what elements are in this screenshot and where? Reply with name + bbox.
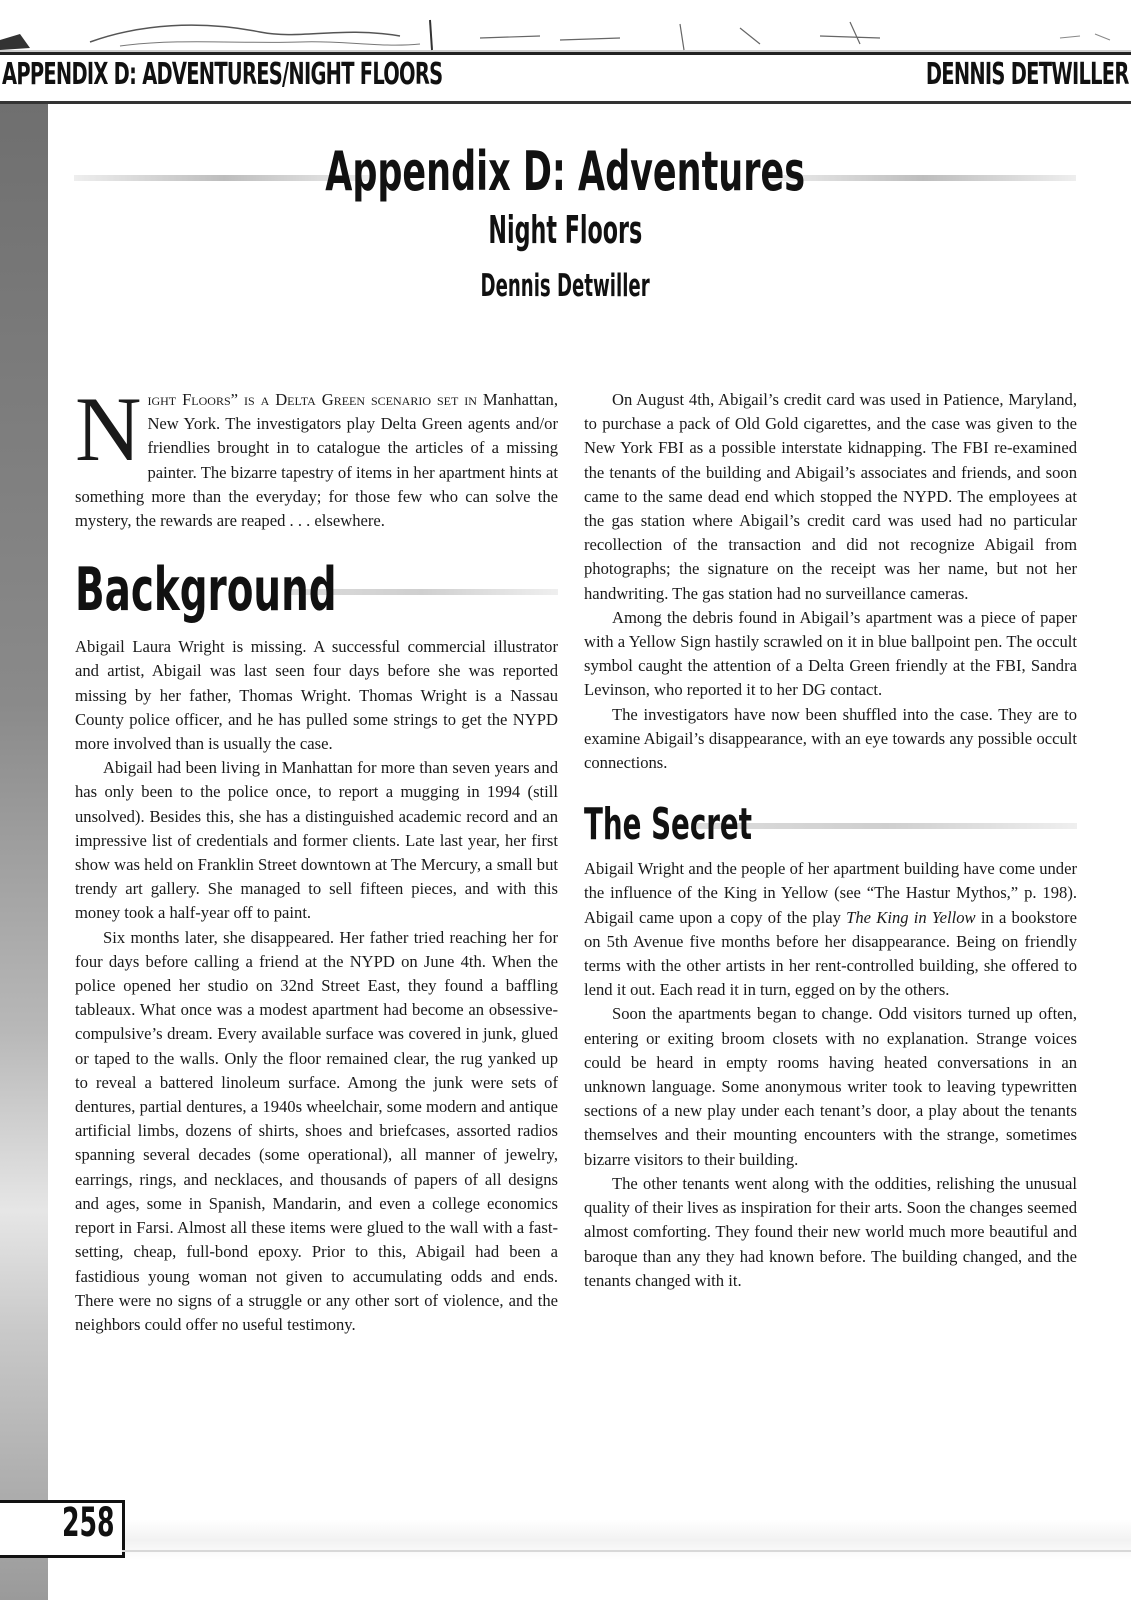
secret-paragraph: Soon the apartments began to change. Odd visitors turned up often, entering or exiting broom closets with no explanation. Strange voices could be heard in empty rooms having heated conversations in an unknown language. Some anonymous writer took to leaving typewritten sections of a new play under each tenant’s door, a play about the tenants themselves and their mounting encounters with the strange, sometimes bizarre visitors to their building. bbox=[584, 1004, 1077, 1169]
body-paragraph: Among the debris found in Abigail’s apartment was a piece of paper with a Yellow Sign hastily scrawled on it in blue ballpoint pen. The occult symbol caught the attention of a Delta Green friendly at the FBI, Sandra Levinson, who reported it to her DG contact. bbox=[584, 607, 1077, 700]
left-column bbox=[75, 378, 558, 1337]
page-title: Appendix D: Adventures bbox=[325, 140, 806, 203]
footer-rule bbox=[122, 1550, 1131, 1552]
header-decoration bbox=[0, 14, 1131, 52]
heading-rule bbox=[696, 823, 1077, 829]
background-paragraph: Six months later, she disappeared. Her father tried reaching her for four days before calling a friend at the NYPD on June 4th. When the police opened her studio on 32nd Street East, they found a baffling tableaux. What once was a modest apartment had become an obsessive-compulsive’s dream. Every available surface was covered in junk, glued or taped to the walls. Only the floor remained clear, the rug yanked up to reveal a battered linoleum surface. Among the junk were sets of dentures, partial dentures, a 1940s wheelchair, some modern and antique artificial limbs, dozens of shirts, shoes and briefcases, assorted radios spanning several decades (some operational), all manner of jewelry, earrings, rings, and necklaces, and thousands of papers of all designs and ages, some in Spanish, Mandarin, and even a college economics report in Farsi. Almost all these items were glued to the wall with a fast-setting, cheap, full-bond epoxy. Prior to this, Abigail had been a fastidious young woman not given to accumulating odds and ends. There were no signs of a struggle or any other sort of violence, and the neighbors could offer no useful testimony. bbox=[75, 927, 558, 1334]
header-rule-top bbox=[0, 52, 1131, 55]
left-margin-strip bbox=[0, 104, 48, 1600]
page-author: Dennis Detwiller bbox=[480, 268, 651, 304]
running-header-left: APPENDIX D: ADVENTURES/NIGHT FLOORS bbox=[2, 57, 443, 92]
section-heading-secret: The Secret bbox=[584, 797, 1077, 853]
intro-paragraph bbox=[75, 378, 558, 533]
page-number: 258 bbox=[62, 1500, 115, 1546]
section-heading-background: Background bbox=[75, 553, 558, 627]
secret-paragraph bbox=[584, 857, 1077, 1002]
book-title: The King in Yellow bbox=[846, 907, 976, 927]
footer-fade bbox=[120, 1520, 1131, 1560]
body-paragraph: On August 4th, Abigail’s credit card was used in Patience, Maryland, to purchase a pack of Old Gold cigarettes, and the case was given to the New York FBI as a possible interstate kidnapping. The FBI re-examined the tenants of the building and Abigail’s associates and friends, and soon came to the same dead end which stopped the NYPD. The employees at the gas station where Abigail’s credit card was used had no particular recollection of the transaction and did not recognize Abigail from photographs; the signature on the receipt was her name, but not her handwriting. The gas station had no surveillance cameras. bbox=[584, 390, 1077, 603]
drop-cap: N bbox=[75, 378, 142, 480]
secret-text: Abigail Wright and the people of her apartment building have come under the influence of the King in Yellow (see “The Hastur Mythos,” p. 198). Abigail came upon a copy of the play bbox=[584, 859, 1077, 927]
background-paragraph: Abigail had been living in Manhattan for more than seven years and has only been to the police once, to report a mugging in 1994 (still unsolved). Besides this, she has a distinguished academic record and an impressive list of credentials and former clients. Late last year, her first show was held on Franklin Street downtown at The Mercury, a small but trendy art gallery. She managed to sell fifteen pieces, and with this money took a half-year off to paint. bbox=[75, 758, 558, 923]
background-paragraph: Abigail Laura Wright is missing. A successful commercial illustrator and artist, Abigail was last seen four days before she was reported missing by her father, Thomas Wright. Thomas Wright is a Nassau County police officer, and he has pulled some strings to get the NYPD more involved than is usually the case. bbox=[75, 637, 558, 754]
right-column bbox=[584, 388, 1077, 1293]
intro-smallcaps-lead: ight Floors” is a Delta Green scenario set in bbox=[147, 390, 477, 409]
intro-text: Manhattan, New York. The investigators play Delta Green agents and/or friendlies brought in to catalogue the articles of a missing painter. The bizarre tapestry of items in her apartment hints at something more than the everyday; for those few who can solve the mystery, the rewards are reaped . . . elsewhere. bbox=[75, 390, 558, 531]
header-rule-bottom bbox=[0, 101, 1131, 104]
body-paragraph: The investigators have now been shuffled into the case. They are to examine Abigail’s disappearance, with an eye towards any possible occult connections. bbox=[584, 704, 1077, 773]
running-header-right: DENNIS DETWILLER bbox=[926, 57, 1129, 92]
secret-paragraph: The other tenants went along with the oddities, relishing the unusual quality of their lives as inspiration for their arts. Soon the changes seemed almost comforting. They found their new world much more beautiful and baroque than any they had known before. The building changed, and the tenants changed with it. bbox=[584, 1173, 1077, 1290]
page-subtitle: Night Floors bbox=[488, 208, 643, 252]
secret-text: in a bookstore on 5th Avenue five months before her disappearance. Being on friendly terms with the other artists in her rent-controlled building, she offered to lend it out. Each read it in turn, egged on by the others. bbox=[584, 907, 1078, 1000]
